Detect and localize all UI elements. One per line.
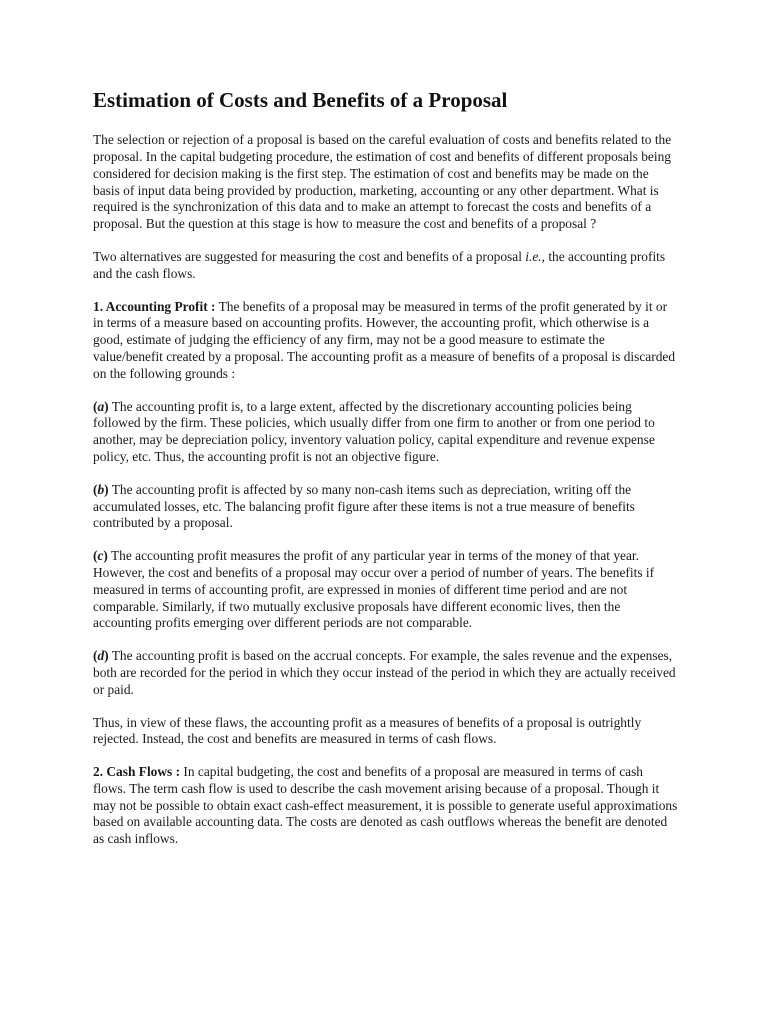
ie-abbreviation: i.e.,	[525, 248, 545, 264]
point-c-close: )	[103, 548, 108, 564]
cash-flows-heading: 2. Cash Flows :	[93, 764, 181, 780]
point-c-letter: c	[97, 548, 104, 564]
point-b-open: (	[93, 481, 98, 497]
cash-flows-text: In capital budgeting, the cost and benefits of a proposal are measured in terms of cash flows. The term cash flow is used to describe the cash movement arising because of a proposal. Though it may not be possible to obtain exact cash-effect measurement, it is possible to generate useful approximations based on available accounting data. The costs are denoted as cash outflows whereas the benefit are denoted as cash inflows.	[93, 764, 678, 847]
point-d-paragraph	[93, 648, 678, 698]
point-d-text: The accounting profit is based on the accrual concepts. For example, the sales revenue and the expenses, both are recorded for the period in which they occur instead of the period in which they are actually received or paid.	[93, 648, 676, 697]
alternatives-text-after: the accounting profits and the cash flows.	[93, 248, 666, 281]
point-d-open: (	[93, 648, 98, 664]
point-c-text: The accounting profit measures the profit of any particular year in terms of the money of that year. However, the cost and benefits of a proposal may occur over a period of number of years. The benefits if measured in terms of accounting profit, are expressed in monies of different time period and are not comparable. Similarly, if two mutually exclusive proposals have different economic lives, then the accounting profits emerging over different periods are not comparable.	[93, 548, 655, 631]
accounting-profit-paragraph	[93, 299, 678, 383]
point-b-paragraph	[93, 482, 678, 532]
point-d-close: )	[104, 648, 109, 664]
point-a-open: (	[93, 398, 98, 414]
point-a-paragraph	[93, 399, 678, 466]
document-page	[93, 88, 678, 864]
point-c-open: (	[93, 548, 98, 564]
alternatives-text-before: Two alternatives are suggested for measuring the cost and benefits of a proposal	[93, 248, 526, 264]
point-b-letter: b	[97, 481, 105, 497]
point-a-text: The accounting profit is, to a large extent, affected by the discretionary accounting policies being followed by the firm. These policies, which usually differ from one firm to another or from one period to another, may be depreciation policy, inventory valuation policy, capital expenditure and revenue expense policy, etc. Thus, the accounting profit is not an objective figure.	[93, 398, 655, 464]
intro-paragraph: The selection or rejection of a proposal is based on the careful evaluation of costs and benefits related to the proposal. In the capital budgeting procedure, the estimation of cost and benefits of different proposals being considered for decision making is the first step. The estimation of cost and benefits may be made on the basis of input data being provided by production, marketing, accounting or any other department. What is required is the synchronization of this data and to make an attempt to forecast the costs and benefits of a proposal. But the question at this stage is how to measure the cost and benefits of a proposal ?	[93, 132, 672, 232]
point-b-text: The accounting profit is affected by so many non-cash items such as depreciation, writing off the accumulated losses, etc. The balancing profit figure after these items is not a true measure of benefits contributed by a proposal.	[93, 481, 635, 531]
point-c-paragraph	[93, 548, 678, 632]
accounting-profit-heading: 1. Accounting Profit :	[93, 298, 216, 314]
cash-flows-paragraph	[93, 764, 678, 848]
point-d-letter: d	[97, 648, 105, 664]
page-title: Estimation of Costs and Benefits of a Proposal	[93, 88, 508, 112]
conclusion-paragraph: Thus, in view of these flaws, the accounting profit as a measures of benefits of a proposal is outrightly rejected. Instead, the cost and benefits are measured in terms of cash flows.	[93, 714, 642, 747]
alternatives-paragraph	[93, 249, 678, 283]
accounting-profit-text: The benefits of a proposal may be measured in terms of the profit generated by it or in terms of a measure based on accounting profits. However, the accounting profit, which otherwise is a good, estimate of judging the efficiency of any firm, may not be a good measure to estimate the value/benefit created by a proposal. The accounting profit as a measure of benefits of a proposal is discarded on the following grounds :	[93, 298, 676, 381]
point-b-close: )	[104, 481, 109, 497]
point-a-close: )	[104, 398, 109, 414]
point-a-letter: a	[97, 398, 105, 414]
